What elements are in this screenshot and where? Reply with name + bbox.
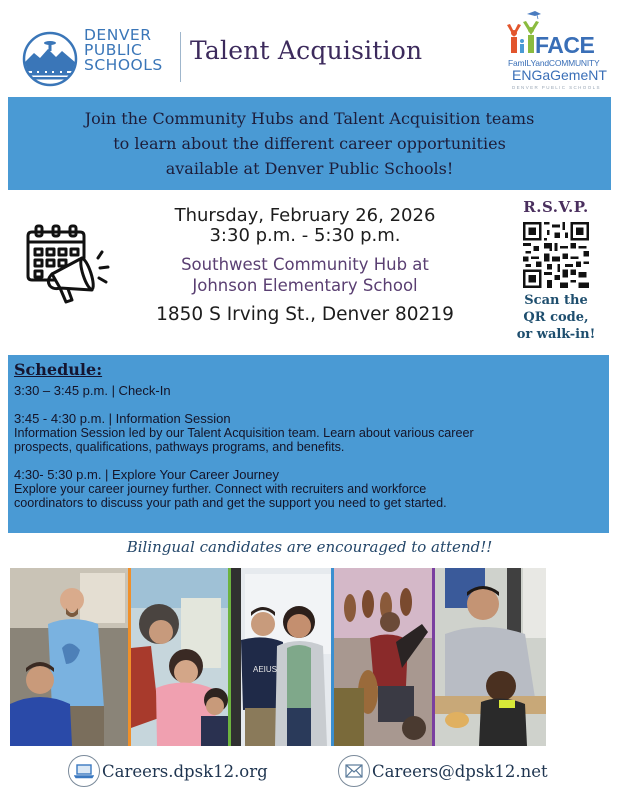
website-link[interactable]	[68, 755, 268, 787]
schedule-item-description: Explore your career journey further. Connect with recruiters and workforce	[14, 482, 427, 496]
face-logo-subtitle: ENGaGemeNT	[512, 67, 607, 83]
bilingual-note: Bilingual candidates are encouraged to attend!!	[126, 538, 493, 556]
qr-code-icon[interactable]	[523, 222, 589, 288]
schedule-item	[14, 383, 603, 398]
event-venue-line: Johnson Elementary School	[192, 276, 418, 295]
face-logo-subtitle: FamILYandCOMMUNITY	[508, 58, 600, 68]
photo-teacher-helping-students	[10, 568, 128, 746]
schedule-box	[8, 355, 609, 533]
schedule-item-heading: 4:30- 5:30 p.m. | Explore Your Career Journey	[14, 467, 279, 482]
svg-text:AEIUS: AEIUS	[253, 665, 278, 674]
rsvp-title: R.S.V.P.	[523, 198, 589, 216]
header-divider	[180, 32, 181, 82]
event-address: 1850 S Irving St., Denver 80219	[156, 304, 454, 325]
photo-music-teacher	[334, 568, 432, 746]
schedule-item-description: prospects, qualifications, pathways programs, and benefits.	[14, 440, 345, 454]
email-link[interactable]	[338, 755, 548, 787]
rsvp-note	[500, 292, 612, 343]
photo-strip	[10, 568, 610, 746]
denver-public-schools-wordmark	[84, 28, 163, 73]
calendar-megaphone-icon	[22, 222, 112, 306]
face-logo-tagline: DENVER PUBLIC SCHOOLS	[512, 85, 601, 90]
event-venue-line: Southwest Community Hub at	[181, 255, 429, 274]
event-venue	[120, 254, 490, 296]
event-details	[120, 206, 490, 326]
org-name-line: SCHOOLS	[84, 56, 163, 74]
schedule-item-description: Information Session led by our Talent Acquisition team. Learn about various career	[14, 426, 474, 440]
schedule-item-heading: 3:30 – 3:45 p.m. | Check-In	[14, 383, 171, 398]
org-name-line: DENVER	[84, 26, 152, 44]
rsvp-note-line: QR code,	[523, 310, 589, 325]
intro-line: available at Denver Public Schools!	[165, 159, 454, 178]
schedule-item-heading: 3:45 - 4:30 p.m. | Information Session	[14, 411, 231, 426]
schedule-item	[14, 467, 603, 510]
website-url[interactable]: Careers.dpsk12.org	[102, 761, 268, 781]
envelope-icon	[338, 755, 370, 787]
event-date: Thursday, February 26, 2026	[174, 205, 436, 226]
header	[0, 0, 619, 95]
email-address[interactable]: Careers@dpsk12.net	[372, 761, 548, 781]
intro-line: Join the Community Hubs and Talent Acquisition teams	[84, 109, 535, 128]
schedule-item	[14, 411, 603, 454]
rsvp-note-line: or walk-in!	[516, 327, 596, 342]
intro-line: to learn about the different career opportunities	[113, 134, 506, 153]
photo-teacher-with-children	[131, 568, 228, 746]
rsvp-panel	[500, 198, 612, 343]
page-title: Talent Acquisition	[190, 36, 423, 65]
schedule-title: Schedule:	[14, 360, 103, 379]
event-time: 3:30 p.m. - 5:30 p.m.	[209, 225, 401, 246]
face-logo-word: FACE	[535, 32, 595, 58]
denver-public-schools-logo-icon	[22, 31, 78, 87]
intro-banner	[8, 97, 611, 190]
laptop-icon	[68, 755, 100, 787]
photo-teacher-at-table	[435, 568, 546, 746]
rsvp-note-line: Scan the	[524, 293, 588, 308]
photo-teacher-and-student	[231, 568, 331, 746]
schedule-item-description: coordinators to discuss your path and get the support you need to get started.	[14, 496, 447, 510]
org-name-line: PUBLIC	[84, 41, 143, 59]
